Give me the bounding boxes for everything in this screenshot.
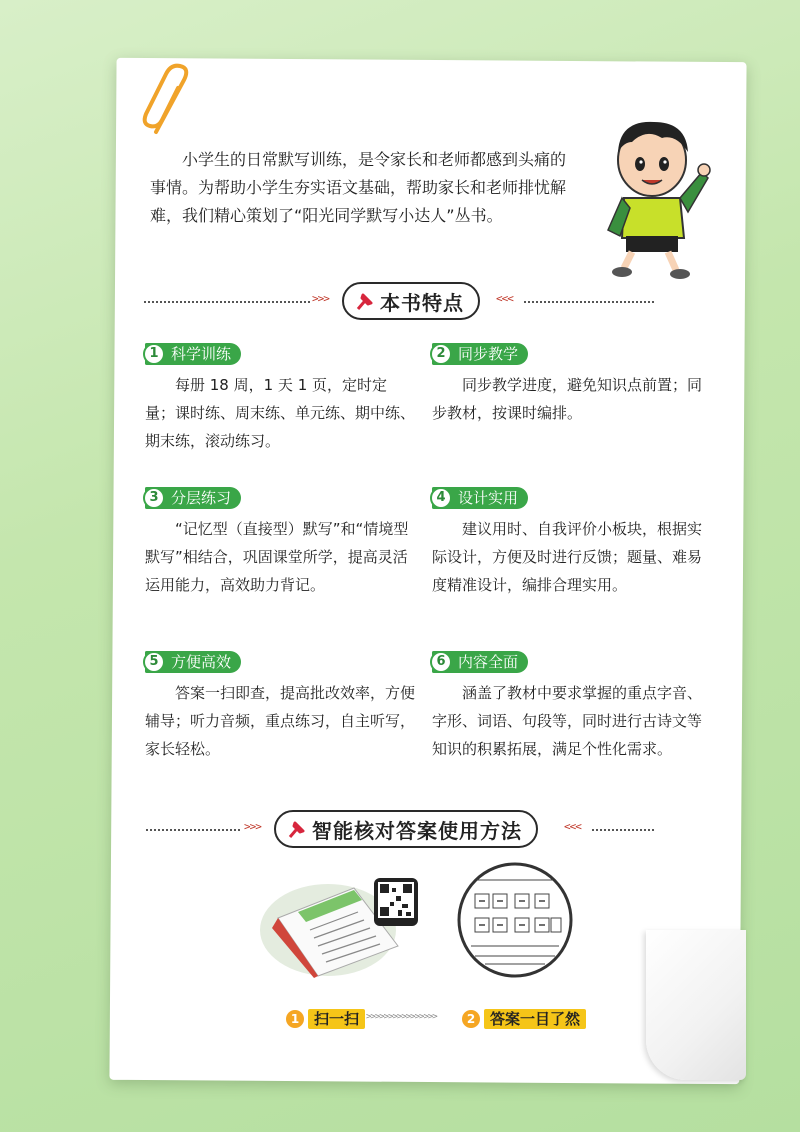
feature-text: 涵盖了教材中要求掌握的重点字音、字形、词语、句段等，同时进行古诗文等知识的积累拓展，满足个性化需求。: [432, 683, 703, 758]
step-scan: [286, 1008, 365, 1030]
step-label: 扫一扫: [308, 1009, 365, 1029]
feature-title: 分层练习: [171, 489, 232, 507]
step-number: 1: [286, 1010, 304, 1028]
intro-paragraph: 小学生的日常默写训练，是令家长和老师都感到头痛的事情。为帮助小学生夯实语文基础，帮助家长和老师排忧解难，我们精心策划了“阳光同学默写小达人”丛书。: [150, 150, 567, 225]
boy-mascot-illustration: [602, 112, 712, 280]
feature-badge: [432, 487, 528, 509]
feature-item: [432, 342, 702, 427]
feature-text: 建议用时、自我评价小板块，根据实际设计，方便及时进行反馈；题量、难易度精准设计，编排合理实用。: [432, 519, 703, 594]
arrow-decoration: >>>: [244, 820, 261, 833]
paperclip-icon: [138, 62, 198, 142]
section-title-pill: [342, 282, 480, 320]
feature-badge: [145, 651, 241, 673]
section-title: 本书特点: [380, 290, 464, 315]
step-number: 2: [462, 1010, 480, 1028]
feature-title: 设计实用: [458, 489, 519, 507]
book-with-qr-code-illustration: [258, 868, 428, 978]
feature-item: [145, 342, 415, 455]
feature-text: 同步教学进度，避免知识点前置；同步教材，按课时编排。: [432, 375, 703, 422]
feature-badge: [145, 343, 241, 365]
dotted-divider: [524, 301, 654, 303]
pushpin-icon: [354, 290, 376, 312]
feature-number: 3: [143, 487, 165, 509]
feature-text: 答案一扫即查，提高批改效率，方便辅导；听力音频，重点练习，自主听写，家长轻松。: [145, 683, 416, 758]
feature-item: [145, 486, 415, 599]
feature-item: [145, 650, 415, 763]
dotted-divider: [146, 829, 240, 831]
feature-number: 1: [143, 343, 165, 365]
step-answer: [462, 1008, 586, 1030]
feature-item: [432, 486, 702, 599]
feature-title: 同步教学: [458, 345, 519, 363]
feature-number: 5: [143, 651, 165, 673]
feature-text: 每册 18 周，1 天 1 页，定时定量；课时练、周末练、单元练、期中练、期末练，滚动练习。: [145, 375, 416, 450]
step-arrow-decoration: >>>>>>>>>>>>>>>>: [366, 1012, 437, 1022]
answer-sheet-magnified-illustration: [455, 860, 575, 980]
dotted-divider: [592, 829, 654, 831]
feature-badge: [432, 651, 528, 673]
feature-number: 6: [430, 651, 452, 673]
section-header-features: [140, 282, 660, 322]
feature-number: 2: [430, 343, 452, 365]
arrow-decoration: >>>: [312, 292, 329, 305]
section-header-answer-method: [140, 810, 660, 850]
step-label: 答案一目了然: [484, 1009, 586, 1029]
pushpin-icon: [286, 818, 308, 840]
section-title-pill: [274, 810, 538, 848]
dotted-divider: [144, 301, 310, 303]
arrow-decoration: <<<: [496, 292, 513, 305]
feature-text: “记忆型（直接型）默写”和“情境型默写”相结合，巩固课堂所学，提高灵活运用能力，高效助力背记。: [145, 519, 409, 594]
section-title: 智能核对答案使用方法: [312, 818, 522, 843]
feature-title: 方便高效: [171, 653, 232, 671]
feature-number: 4: [430, 487, 452, 509]
arrow-decoration: <<<: [564, 820, 581, 833]
feature-title: 科学训练: [171, 345, 232, 363]
feature-badge: [432, 343, 528, 365]
page-curl: [646, 930, 746, 1080]
feature-title: 内容全面: [458, 653, 519, 671]
feature-badge: [145, 487, 241, 509]
feature-item: [432, 650, 702, 763]
